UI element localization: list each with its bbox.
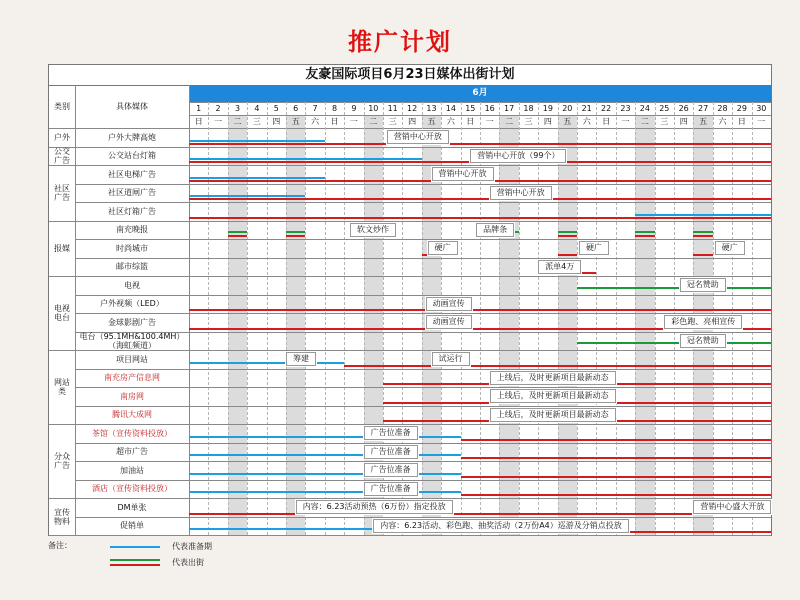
grid-line bbox=[655, 102, 656, 535]
weekday-label: 二 bbox=[369, 117, 378, 126]
schedule-bar-red bbox=[461, 457, 771, 459]
media-row-label: 促销单 bbox=[120, 521, 144, 531]
day-number: 30 bbox=[756, 104, 767, 113]
schedule-bar-green bbox=[228, 231, 247, 233]
schedule-bar-blue bbox=[189, 177, 325, 179]
schedule-note: 彩色跑、亮相宣传 bbox=[664, 315, 742, 329]
day-number: 28 bbox=[717, 104, 728, 113]
day-number: 12 bbox=[406, 104, 418, 113]
media-row-label: 金球影剧广告 bbox=[108, 317, 156, 327]
category-cell: 公交广告 bbox=[54, 146, 70, 165]
schedule-bar-green bbox=[635, 231, 654, 233]
schedule-note: 动画宣传 bbox=[426, 297, 472, 311]
schedule-bar-red bbox=[286, 235, 305, 237]
weekday-label: 四 bbox=[272, 117, 281, 126]
weekday-label: 六 bbox=[446, 117, 455, 126]
weekday-label: 三 bbox=[252, 117, 261, 126]
grid-line bbox=[635, 102, 636, 535]
grid-line bbox=[325, 102, 326, 535]
media-row-label: 酒店（宣传资料投放） bbox=[92, 484, 172, 494]
page-title: 推广计划 bbox=[348, 28, 452, 56]
grid-line bbox=[208, 102, 209, 535]
schedule-note: 内容：6.23活动预热（6万份）指定投放 bbox=[296, 500, 453, 514]
day-number: 13 bbox=[426, 104, 437, 113]
schedule-bar-red bbox=[228, 235, 247, 237]
legend-note: 备注： bbox=[48, 541, 72, 550]
weekday-label: 日 bbox=[466, 117, 475, 126]
legend-red-line bbox=[110, 564, 160, 566]
schedule-note: 冠名赞助 bbox=[680, 334, 726, 348]
media-row-label: 社区灯箱广告 bbox=[108, 206, 156, 216]
weekday-label: 一 bbox=[349, 117, 358, 126]
day-number: 7 bbox=[312, 104, 318, 113]
weekday-label: 六 bbox=[311, 117, 320, 126]
schedule-bar-red bbox=[693, 254, 712, 256]
day-number: 11 bbox=[387, 104, 398, 113]
weekday-label: 四 bbox=[543, 117, 552, 126]
schedule-bar-red bbox=[189, 198, 771, 200]
day-number: 6 bbox=[293, 104, 299, 113]
weekday-label: 五 bbox=[291, 117, 300, 126]
day-number: 29 bbox=[736, 104, 747, 113]
media-schedule-table bbox=[48, 64, 772, 536]
weekday-label: 三 bbox=[388, 117, 397, 126]
media-row-label: 南充晚报 bbox=[116, 225, 148, 235]
schedule-note: 上线后，及时更新项目最新动态 bbox=[490, 389, 616, 403]
category-cell: 户外 bbox=[54, 132, 70, 142]
weekday-label: 四 bbox=[679, 117, 688, 126]
schedule-bar-blue bbox=[635, 214, 771, 216]
schedule-bar-blue bbox=[189, 140, 325, 142]
grid-line bbox=[247, 102, 248, 535]
grid-line bbox=[596, 102, 597, 535]
weekday-label: 日 bbox=[330, 117, 339, 126]
category-cell: 报媒 bbox=[54, 243, 70, 253]
schedule-bar-red bbox=[693, 235, 712, 237]
day-number: 16 bbox=[484, 104, 495, 113]
grid-line bbox=[558, 102, 559, 535]
grid-line bbox=[499, 102, 500, 535]
day-number: 3 bbox=[234, 104, 241, 113]
media-row-label: 时尚城市 bbox=[116, 243, 148, 253]
schedule-bar-green bbox=[286, 231, 305, 233]
day-number: 2 bbox=[215, 104, 221, 113]
grid-line bbox=[519, 102, 520, 535]
media-row-label: 项目网站 bbox=[116, 354, 148, 364]
schedule-note: 软文炒作 bbox=[350, 223, 396, 237]
media-row-label: 茶馆（宣传资料投放） bbox=[92, 428, 172, 438]
schedule-note: 广告位准备 bbox=[364, 445, 418, 459]
legend-blue-line bbox=[110, 546, 160, 548]
media-row-label: 超市广告 bbox=[116, 447, 148, 457]
media-row-label: 邮市综篮 bbox=[116, 262, 148, 272]
schedule-note: 派单4万 bbox=[538, 260, 581, 274]
day-number: 24 bbox=[639, 104, 650, 113]
schedule-note: 营销中心开放（99个） bbox=[470, 149, 566, 163]
weekday-label: 三 bbox=[524, 117, 533, 126]
day-number: 25 bbox=[659, 104, 670, 113]
shaded-column bbox=[499, 115, 518, 535]
media-row-label: 社区道闸广告 bbox=[108, 188, 156, 198]
category-cell: 社区广告 bbox=[54, 183, 70, 202]
shaded-column bbox=[635, 115, 654, 535]
weekday-label: 日 bbox=[602, 117, 611, 126]
media-row-label: 加油站 bbox=[120, 465, 144, 475]
weekday-label: 二 bbox=[640, 117, 649, 126]
day-number: 22 bbox=[600, 104, 612, 113]
weekday-label: 日 bbox=[194, 117, 203, 126]
schedule-bar-red bbox=[635, 235, 654, 237]
weekday-label: 五 bbox=[699, 117, 708, 126]
schedule-note: 营销中心开放 bbox=[490, 186, 552, 200]
media-row-label: 腾讯大成网 bbox=[112, 410, 152, 420]
grid-line bbox=[267, 102, 268, 535]
grid-line bbox=[752, 102, 753, 535]
schedule-note: 硬广 bbox=[715, 241, 745, 255]
day-number: 18 bbox=[523, 104, 534, 113]
day-number: 9 bbox=[351, 104, 357, 113]
weekday-label: 日 bbox=[737, 117, 746, 126]
day-number: 20 bbox=[562, 104, 573, 113]
weekday-label: 一 bbox=[757, 117, 766, 126]
schedule-bar-green bbox=[577, 342, 771, 344]
schedule-note: 广告位准备 bbox=[364, 426, 418, 440]
grid-line bbox=[286, 102, 287, 535]
legend-label: 代表准备期 bbox=[172, 542, 212, 551]
category-cell: 网站类 bbox=[54, 378, 70, 396]
schedule-note: 营销中心开放 bbox=[432, 167, 494, 181]
weekday-label: 四 bbox=[408, 117, 417, 126]
weekday-label: 一 bbox=[485, 117, 494, 126]
schedule-note: 筹建 bbox=[286, 352, 316, 366]
weekday-label: 二 bbox=[233, 117, 242, 126]
day-number: 15 bbox=[465, 104, 476, 113]
day-number: 4 bbox=[254, 104, 260, 113]
schedule-note: 营销中心盛大开放 bbox=[693, 500, 771, 514]
media-row-label: 电台（95.1MH&100.4MH）（海虹频道） bbox=[79, 331, 185, 350]
schedule-note: 上线后，及时更新项目最新动态 bbox=[490, 408, 616, 422]
schedule-note: 冠名赞助 bbox=[680, 278, 726, 292]
grid-line bbox=[577, 102, 578, 535]
media-row-label: 户外大牌高炮 bbox=[108, 132, 156, 142]
day-number: 26 bbox=[678, 104, 689, 113]
day-number: 5 bbox=[273, 104, 279, 113]
media-row-label: 电视 bbox=[124, 280, 140, 290]
grid-line bbox=[228, 102, 229, 535]
shaded-column bbox=[558, 115, 577, 535]
weekday-label: 一 bbox=[214, 117, 223, 126]
media-row-label: DM单张 bbox=[117, 502, 147, 512]
schedule-bar-blue bbox=[189, 454, 461, 456]
header-month: 6月 bbox=[189, 85, 771, 102]
day-number: 17 bbox=[503, 104, 515, 113]
category-cell: 分众广告 bbox=[54, 452, 70, 470]
schedule-note: 上线后，及时更新项目最新动态 bbox=[490, 371, 616, 385]
weekday-label: 三 bbox=[660, 117, 669, 126]
schedule-bar-blue bbox=[189, 491, 461, 493]
sheet-title: 友豪国际项目6月23日媒体出街计划 bbox=[49, 65, 771, 86]
schedule-bar-red bbox=[344, 365, 771, 367]
grid-line bbox=[49, 535, 75, 536]
grid-line bbox=[305, 102, 306, 535]
grid-line bbox=[422, 102, 423, 535]
weekday-label: 五 bbox=[427, 117, 436, 126]
schedule-note: 内容：6.23活动、彩色跑、抽奖活动（2万份A4）巡游及分销点投放 bbox=[373, 519, 628, 533]
weekday-label: 五 bbox=[563, 117, 572, 126]
schedule-bar-blue bbox=[189, 195, 305, 197]
day-number: 27 bbox=[697, 104, 709, 113]
schedule-bar-green bbox=[693, 231, 712, 233]
day-number: 14 bbox=[445, 104, 456, 113]
schedule-note: 动画宣传 bbox=[426, 315, 472, 329]
schedule-bar-red bbox=[461, 439, 771, 441]
weekday-label: 二 bbox=[505, 117, 514, 126]
legend bbox=[48, 540, 348, 580]
schedule-bar-red bbox=[189, 143, 771, 145]
grid-line bbox=[75, 535, 771, 536]
category-cell: 宣传物料 bbox=[54, 507, 70, 526]
header-media: 具体媒体 bbox=[116, 102, 148, 111]
weekday-label: 一 bbox=[621, 117, 630, 126]
schedule-bar-red bbox=[189, 513, 771, 515]
schedule-bar-red bbox=[461, 476, 771, 478]
media-row-label: 社区电梯广告 bbox=[108, 169, 156, 179]
schedule-note: 广告位准备 bbox=[364, 482, 418, 496]
grid-line bbox=[538, 102, 539, 535]
schedule-bar-red bbox=[558, 254, 577, 256]
schedule-bar-blue bbox=[189, 436, 461, 438]
schedule-bar-red bbox=[189, 309, 771, 311]
day-number: 23 bbox=[620, 104, 631, 113]
schedule-bar-blue bbox=[189, 473, 461, 475]
schedule-note: 营销中心开放 bbox=[387, 130, 449, 144]
legend-green-line bbox=[110, 559, 160, 561]
schedule-bar-red bbox=[189, 217, 771, 219]
weekday-label: 六 bbox=[582, 117, 591, 126]
day-number: 8 bbox=[331, 104, 338, 113]
grid-line bbox=[616, 102, 617, 535]
media-row-label: 南充房产信息网 bbox=[104, 373, 160, 383]
day-number: 1 bbox=[196, 104, 202, 113]
day-number: 10 bbox=[368, 104, 379, 113]
media-row-label: 户外视频（LED） bbox=[100, 299, 164, 309]
grid-line bbox=[344, 102, 345, 535]
schedule-note: 试运行 bbox=[432, 352, 470, 366]
day-number: 19 bbox=[542, 104, 553, 113]
schedule-bar-green bbox=[558, 231, 577, 233]
legend-label: 代表出街 bbox=[172, 558, 204, 567]
weekday-label: 六 bbox=[718, 117, 727, 126]
schedule-bar-blue bbox=[189, 362, 344, 364]
media-row-label: 公交站台灯箱 bbox=[108, 151, 156, 161]
day-number: 21 bbox=[581, 104, 592, 113]
schedule-bar-red bbox=[558, 235, 577, 237]
schedule-bar-red bbox=[461, 494, 771, 496]
category-cell: 电视电台 bbox=[54, 304, 70, 322]
schedule-note: 硬广 bbox=[428, 241, 458, 255]
schedule-note: 广告位准备 bbox=[364, 463, 418, 477]
schedule-bar-green bbox=[577, 287, 771, 289]
schedule-note: 硬广 bbox=[579, 241, 609, 255]
schedule-bar-blue bbox=[189, 158, 422, 160]
header-category: 类别 bbox=[54, 102, 70, 111]
media-row-label: 南房网 bbox=[120, 391, 144, 401]
schedule-note: 品牌条 bbox=[476, 223, 514, 237]
